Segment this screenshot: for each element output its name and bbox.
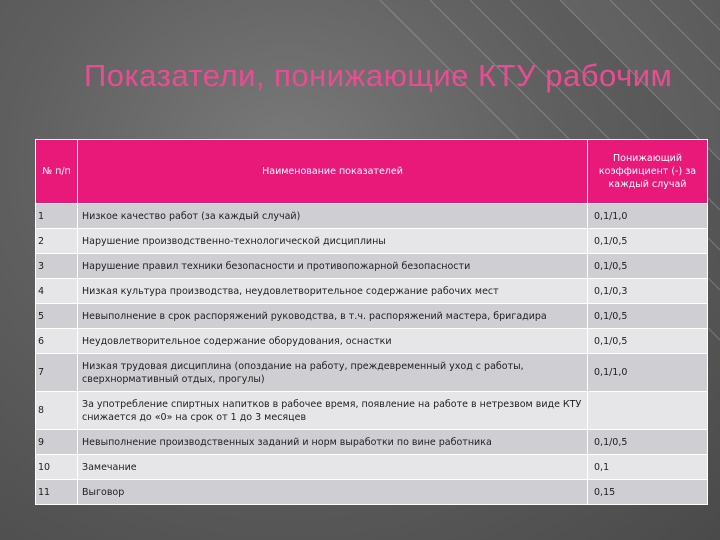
row-name: Невыполнение производственных заданий и норм выработки по вине работника [78,430,588,455]
row-coef: 0,1/1,0 [588,354,708,392]
table-row [36,392,708,430]
row-num: 8 [36,392,78,430]
table-header-row [36,140,708,204]
table-row [36,455,708,480]
table-row [36,204,708,229]
row-num: 2 [36,229,78,254]
row-name: Невыполнение в срок распоряжений руководства, в т.ч. распоряжений мастера, бригадира [78,304,588,329]
row-num: 10 [36,455,78,480]
table-row [36,304,708,329]
row-coef: 0,1/1,0 [588,204,708,229]
row-num: 11 [36,480,78,505]
row-name: Низкая культура производства, неудовлетворительное содержание рабочих мест [78,279,588,304]
row-coef: 0,1/0,5 [588,304,708,329]
header-name: Наименование показателей [78,140,588,204]
row-coef: 0,1/0,5 [588,229,708,254]
row-num: 1 [36,204,78,229]
row-name: Низкое качество работ (за каждый случай) [78,204,588,229]
row-name: Нарушение производственно-технологической дисциплины [78,229,588,254]
page-title: Показатели, понижающие КТУ рабочим [84,58,673,93]
header-coef: Понижающий коэффициент (-) за каждый случай [588,140,708,204]
table-row [36,430,708,455]
row-name: Замечание [78,455,588,480]
row-coef: 0,1 [588,455,708,480]
row-coef: 0,1/0,5 [588,329,708,354]
row-coef: 0,1/0,3 [588,279,708,304]
table-row [36,354,708,392]
row-name: Неудовлетворительное содержание оборудования, оснастки [78,329,588,354]
table-row [36,254,708,279]
table-row [36,480,708,505]
row-name: Нарушение правил техники безопасности и противопожарной безопасности [78,254,588,279]
row-coef: 0,1/0,5 [588,430,708,455]
row-num: 9 [36,430,78,455]
table-row [36,279,708,304]
row-num: 5 [36,304,78,329]
row-name: Выговор [78,480,588,505]
row-name: За употребление спиртных напитков в рабочее время, появление на работе в нетрезвом виде КТУ снижается до «0» на срок от 1 до 3 месяцев [78,392,588,430]
row-num: 3 [36,254,78,279]
table-row [36,329,708,354]
row-coef: 0,15 [588,480,708,505]
row-coef: 0,1/0,5 [588,254,708,279]
row-coef [588,392,708,430]
row-name: Низкая трудовая дисциплина (опоздание на работу, преждевременный уход с работы, сверхнормативный отдых, прогулы) [78,354,588,392]
row-num: 6 [36,329,78,354]
row-num: 7 [36,354,78,392]
header-num: № п/п [36,140,78,204]
indicators-table [35,139,708,505]
table-row [36,229,708,254]
row-num: 4 [36,279,78,304]
